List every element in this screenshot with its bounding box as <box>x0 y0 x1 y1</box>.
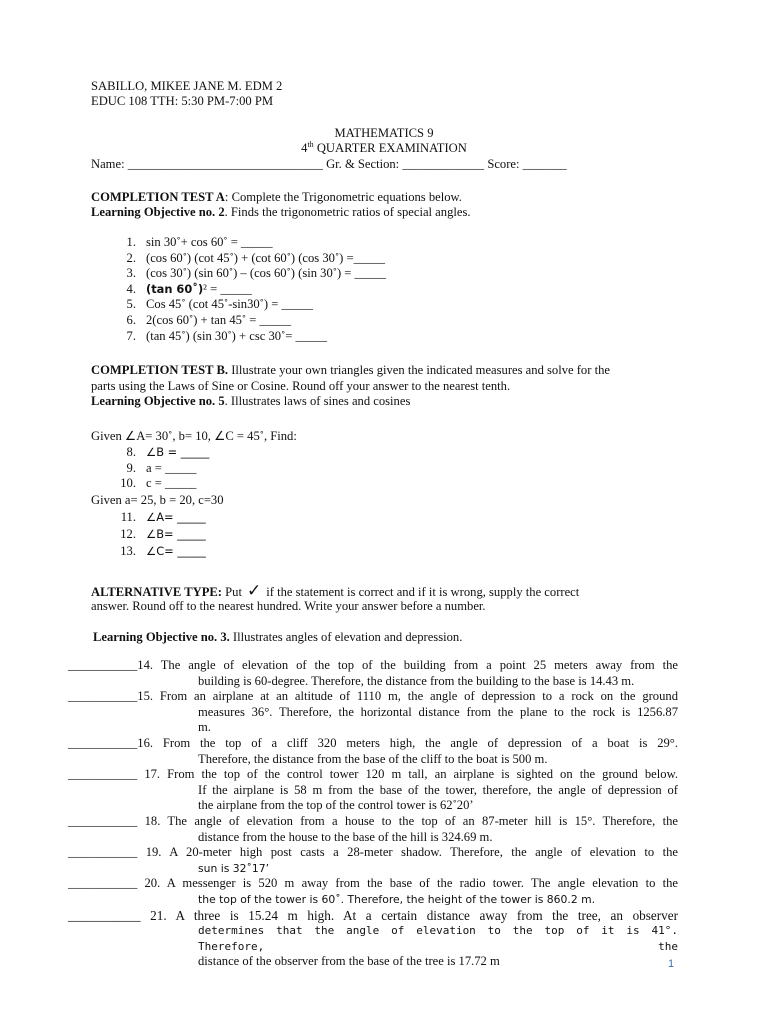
list-item: 5. Cos 45˚ (cot 45˚-sin30˚) = _____ <box>126 297 313 312</box>
list-item: 9. a = _____ <box>126 460 197 475</box>
test-a-objective: Learning Objective no. 2. Finds the trigonometric ratios of special angles. <box>91 205 471 219</box>
list-item: ___________16. From the top of a cliff 320 meters high, the angle of depression of a boat is 29°. Therefore, the distance from the base of the cliff to the boat is 500 m. <box>68 735 678 766</box>
check-mark-icon: ✓ <box>246 581 262 600</box>
student-fields-line: Name: _______________________________ Gr. & Section: _____________ Score: _______ <box>91 157 567 171</box>
test-b-objective: Learning Objective no. 5. Illustrates laws of sines and cosines <box>91 394 411 408</box>
list-item: ___________14. The angle of elevation of the top of the building from a point 25 meters away from the building is 60-degree. Therefore, the distance from the building to the base is 14.43 m. <box>68 658 678 688</box>
list-item: 7. (tan 45˚) (sin 30˚) + csc 30˚= _____ <box>126 328 328 343</box>
given-set-1: Given ∠A= 30˚, b= 10, ∠C = 45˚, Find: <box>91 429 297 443</box>
test-a-list <box>111 235 386 344</box>
list-item: ___________ 19. A 20-meter high post casts a 28-meter shadow. Therefore, the angle of elevation to the sun is 32˚17’ <box>68 845 678 875</box>
list-item: 8. ∠B = _____ <box>126 445 210 459</box>
list-item: ___________ 21. A three is 15.24 m high. At a certain distance away from the tree, an observer determines that the angle of elevation to the top of it is 41°. Therefore, the distance of the observer from the base of the tree is 17.72 m <box>68 907 678 969</box>
alternative-list <box>68 658 678 970</box>
exam-title: 4th QUARTER EXAMINATION <box>301 140 467 155</box>
given-set-2: Given a= 25, b = 20, c=30 <box>91 493 224 507</box>
alternative-heading: ALTERNATIVE TYPE: Put ✓ if the statement is correct and if it is wrong, supply the correct <box>91 581 580 600</box>
test-b-list-1 <box>111 445 209 492</box>
list-item: 3. (cos 30˚) (sin 60˚) – (cos 60˚) (sin 30˚) = _____ <box>126 266 387 281</box>
test-a-heading: COMPLETION TEST A: Complete the Trigonometric equations below. <box>91 190 462 204</box>
list-item: ___________ 20. A messenger is 520 m away from the base of the radio tower. The angle elevation to the the top of the tower is 60˚. Therefore, the height of the tower is 860.2 m. <box>68 876 678 906</box>
list-item: 10. c = _____ <box>120 476 197 491</box>
list-item: ___________ 18. The angle of elevation from a house to the top of an 87-meter hill is 15°. Therefore, the distance from the house to the base of the hill is 324.69 m. <box>68 813 678 844</box>
test-b-instruction: parts using the Laws of Sine or Cosine. Round off your answer to the nearest tenth. <box>91 379 511 393</box>
list-item: 2. (cos 60˚) (cot 45˚) + (cot 60˚) (cos 30˚) =_____ <box>126 250 386 265</box>
list-item: ___________ 17. From the top of the control tower 120 m tall, an airplane is sighted on the ground below. If the airplane is 58 m from the base of the tower, therefore, the angle of depression of the airplane from the top of the control tower is 62˚20’ <box>68 767 678 813</box>
alternative-objective: Learning Objective no. 3. Illustrates angles of elevation and depression. <box>93 630 463 644</box>
student-name-line: SABILLO, MIKEE JANE M. EDM 2 <box>91 79 283 93</box>
list-item: 4. (tan 60˚)² = _____ <box>126 281 252 296</box>
list-item: 6. 2(cos 60˚) + tan 45˚ = _____ <box>126 312 292 327</box>
list-item: 13. ∠C= _____ <box>120 544 206 558</box>
page-number: 1 <box>668 958 675 970</box>
subject-title: MATHEMATICS 9 <box>334 126 434 140</box>
list-item: 11. ∠A= _____ <box>120 510 206 524</box>
test-b-heading: COMPLETION TEST B. Illustrate your own triangles given the indicated measures and solve for the <box>91 363 610 377</box>
course-line: EDUC 108 TTH: 5:30 PM-7:00 PM <box>91 94 274 108</box>
list-item: ___________15. From an airplane at an altitude of 1110 m, the angle of depression to a rock on the ground measures 36°. Therefore, the horizontal distance from the plane to the rock is 1256.87 m. <box>68 689 678 735</box>
list-item: 1. sin 30˚+ cos 60˚ = _____ <box>126 235 273 249</box>
test-b-list-2 <box>111 510 206 561</box>
alternative-instruction: answer. Round off to the nearest hundred. Write your answer before a number. <box>91 599 486 613</box>
list-item: 12. ∠B= _____ <box>120 527 206 541</box>
